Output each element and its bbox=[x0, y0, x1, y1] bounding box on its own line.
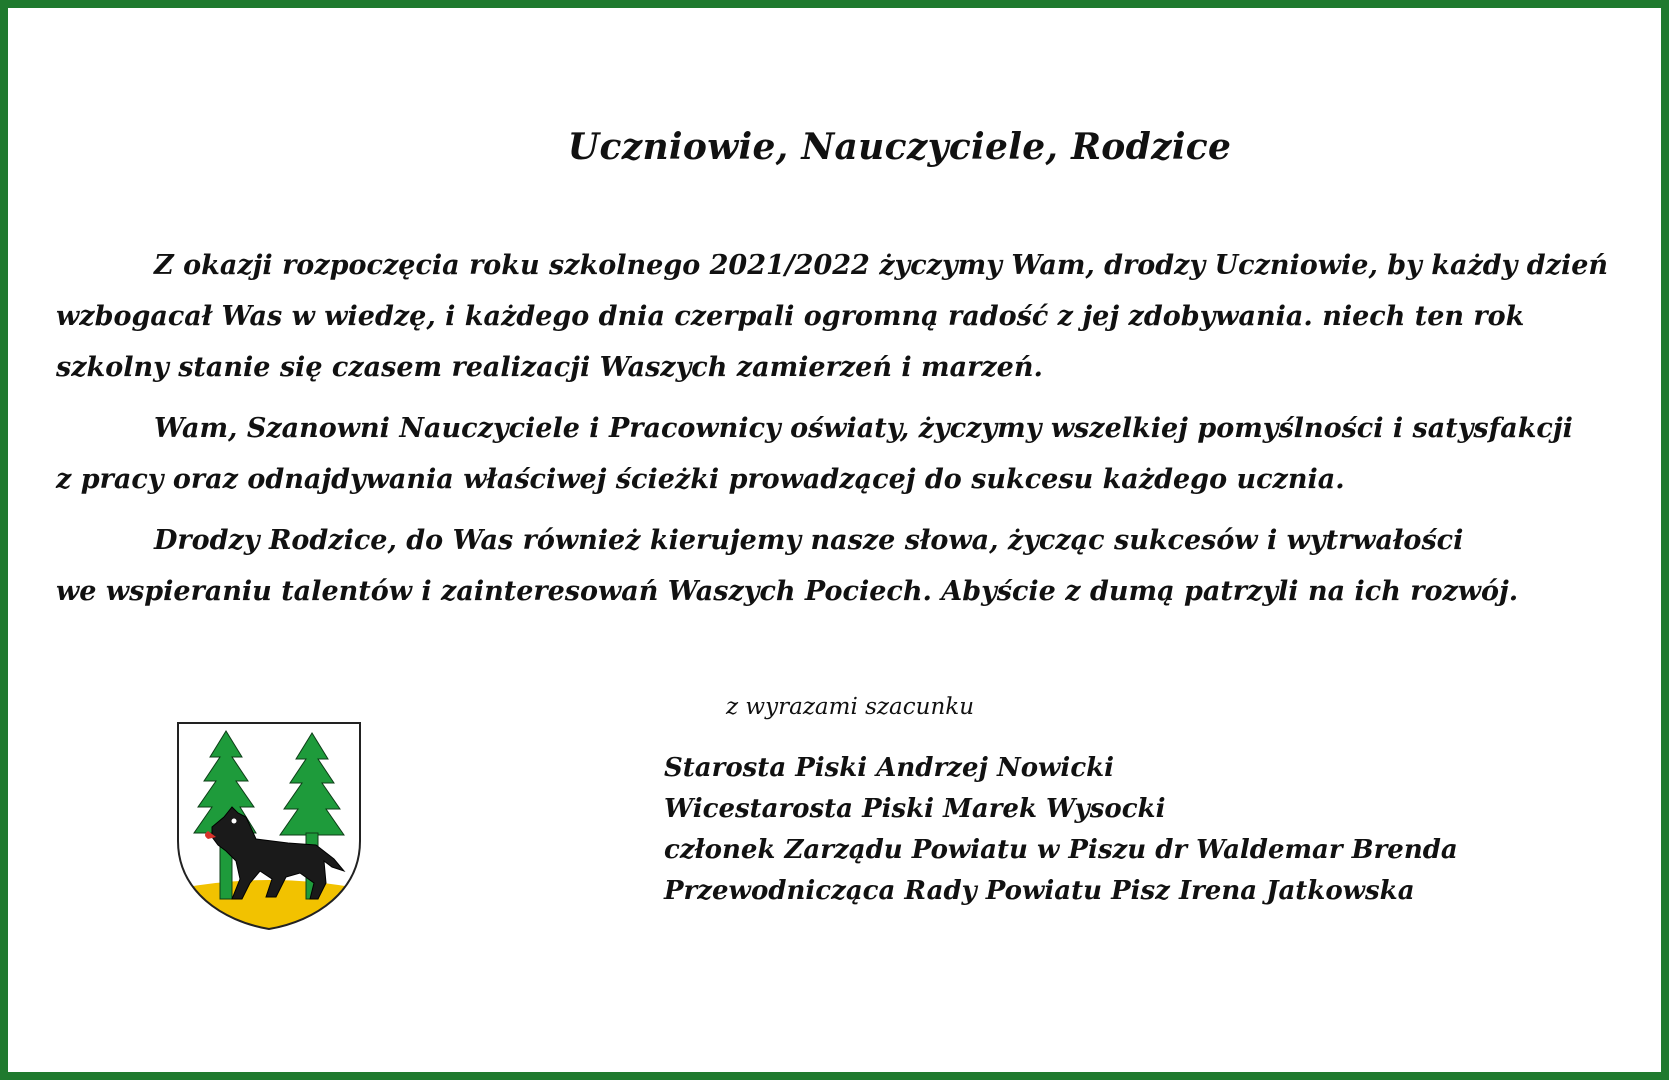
paragraph-line: Z okazji rozpoczęcia roku szkolnego 2021/2022 życzymy Wam, drodzy Uczniowie, by każdy dzień bbox=[154, 250, 1609, 281]
paragraph-line: we wspieraniu talentów i zainteresowań Waszych Pociech. Abyście z dumą patrzyli na ich rozwój. bbox=[56, 576, 1519, 607]
paragraph-line: wzbogacał Was w wiedzę, i każdego dnia czerpali ogromną radość z jej zdobywania. niech ten rok bbox=[56, 301, 1525, 332]
coat-of-arms-wolf-and-spruces-icon bbox=[176, 721, 362, 931]
page-title: Uczniowie, Nauczyciele, Rodzice bbox=[567, 126, 1232, 168]
document-sheet bbox=[6, 6, 1663, 1074]
paragraph-teachers bbox=[56, 403, 1626, 505]
paragraph-line: Wam, Szanowni Nauczyciele i Pracownicy oświaty, życzymy wszelkiej pomyślności i satysfakcji bbox=[154, 413, 1573, 444]
signature-council-chair: Przewodnicząca Rady Powiatu Pisz Irena Jatkowska bbox=[664, 876, 1415, 906]
signature-board-member: członek Zarządu Powiatu w Piszu dr Waldemar Brenda bbox=[664, 835, 1458, 865]
paragraph-students bbox=[56, 240, 1626, 393]
signature-starosta: Starosta Piski Andrzej Nowicki bbox=[664, 753, 1115, 783]
signature-wicestarosta: Wicestarosta Piski Marek Wysocki bbox=[664, 794, 1166, 824]
paragraph-parents bbox=[56, 515, 1626, 617]
paragraph-line: Drodzy Rodzice, do Was również kierujemy nasze słowa, życząc sukcesów i wytrwałości bbox=[154, 525, 1464, 556]
closing-regards: z wyrazami szacunku bbox=[726, 694, 975, 720]
signature-list bbox=[664, 748, 1458, 912]
paragraph-line: szkolny stanie się czasem realizacji Waszych zamierzeń i marzeń. bbox=[56, 352, 1043, 383]
letter-body bbox=[56, 240, 1626, 627]
paragraph-line: z pracy oraz odnajdywania właściwej ścieżki prowadzącej do sukcesu każdego ucznia. bbox=[56, 464, 1345, 495]
